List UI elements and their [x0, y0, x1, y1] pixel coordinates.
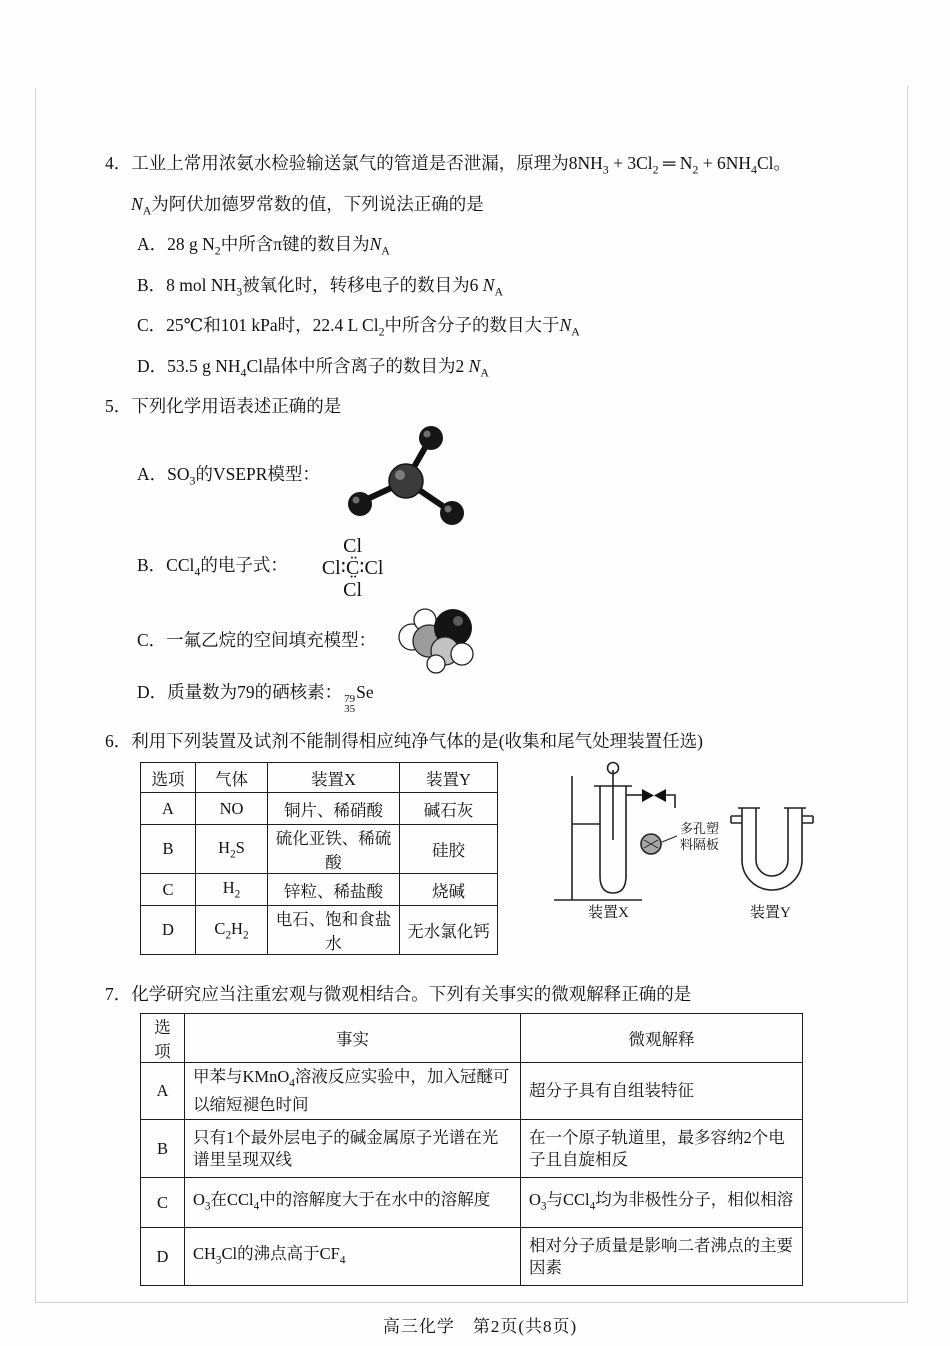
q7-row-c [141, 1178, 803, 1228]
apparatus-y-label: 装置Y [750, 905, 791, 920]
q6-d-option: D [141, 906, 196, 955]
q6-c-x: 锌粒、稀盐酸 [268, 874, 400, 906]
ccl4-electron-dot-structure [322, 535, 384, 601]
q6-b-x: 硫化亚铁、稀硫酸 [268, 825, 400, 874]
q7-b-fact: 只有1个最外层电子的碱金属原子光谱在光谱里呈现双线 [185, 1120, 521, 1178]
q6-d-x: 电石、饱和食盐水 [268, 906, 400, 955]
q7-c-fact: $O_3$在CCl$_4$中的溶解度大于在水中的溶解度 [185, 1178, 521, 1228]
q6-a-gas: NO [196, 793, 268, 825]
so3-vsepr-ball-stick-model-image [348, 425, 470, 529]
q4-stem-line-2: $N_A$为阿伏加德罗常数的值，下列说法正确的是 [131, 193, 484, 217]
q5-option-d: D．质量数为79的硒核素： 79 35 Se [137, 682, 374, 715]
q6-c-gas: $H_2$ [196, 874, 268, 906]
q7-a-fact: 甲苯与KMnO$_4$溶液反应实验中，加入冠醚可以缩短褪色时间 [185, 1063, 521, 1120]
lewis-bottom-cl: Cl [343, 579, 363, 601]
q6-row-c [141, 874, 498, 906]
q7-a-explain: 超分子具有自组装特征 [521, 1063, 803, 1120]
scan-edge-left [35, 88, 36, 1302]
q6-a-y: 碱石灰 [400, 793, 498, 825]
q6-header-option: 选项 [141, 763, 196, 793]
q5-option-b-label: B．CCl$_4$的电子式： [137, 554, 288, 579]
question-7 [105, 977, 855, 1286]
q6-b-gas: $H_2S$ [196, 825, 268, 874]
question-4 [105, 146, 855, 389]
q7-stem: 7．化学研究应当注重宏观与微观相结合。下列有关事实的微观解释正确的是 [105, 984, 692, 1004]
q6-c-option: C [141, 874, 196, 906]
q6-b-y: 硅胶 [400, 825, 498, 874]
q6-d-y: 无水氯化钙 [400, 906, 498, 955]
porous-plate-label-line-1: 多孔塑 [680, 821, 720, 836]
q7-row-b [141, 1120, 803, 1178]
fluoroethane-space-filling-model-image [392, 606, 478, 674]
q7-d-option: D [141, 1228, 185, 1286]
q5-option-b [137, 531, 855, 605]
q7-b-option: B [141, 1120, 185, 1178]
q5-stem: 5．下列化学用语表述正确的是 [105, 396, 342, 416]
q5-option-a-label: A．$SO_3$的VSEPR模型： [137, 463, 320, 488]
q7-header-fact: 事实 [185, 1014, 521, 1063]
apparatus-x-image [554, 763, 677, 901]
q7-c-explain: $O_3$与CCl$_4$均为非极性分子，相似相溶 [521, 1178, 803, 1228]
q7-header-row [141, 1014, 803, 1063]
q6-row-d [141, 906, 498, 955]
q6-header-row [141, 763, 498, 793]
q6-c-y: 烧碱 [400, 874, 498, 906]
q7-row-a [141, 1063, 803, 1120]
q7-c-option: C [141, 1178, 185, 1228]
lewis-top-cl: Cl [343, 535, 363, 557]
q7-a-option: A [141, 1063, 185, 1120]
q6-stem: 6．利用下列装置及试剂不能制得相应纯净气体的是(收集和尾气处理装置任选) [105, 731, 703, 751]
q7-b-explain: 在一个原子轨道里，最多容纳2个电子且自旋相反 [521, 1120, 803, 1178]
q7-header-explain: 微观解释 [521, 1014, 803, 1063]
q5-option-a [137, 423, 855, 531]
q7-d-explain: 相对分子质量是影响二者沸点的主要因素 [521, 1228, 803, 1286]
q6-header-apparatus-y: 装置Y [400, 763, 498, 793]
q6-header-gas: 气体 [196, 763, 268, 793]
question-5 [105, 389, 855, 714]
scan-edge-right [907, 86, 908, 1302]
q6-reagent-table [140, 762, 498, 955]
q4-option-d: D．53.5 g $NH_4Cl$晶体中所含离子的数目为2 $N_A$ [137, 355, 489, 379]
q7-d-fact: $CH_3Cl$的沸点高于$CF_4$ [185, 1228, 521, 1286]
porous-plate-label-line-2: 料隔板 [680, 837, 720, 852]
question-6 [105, 724, 855, 955]
q6-a-x: 铜片、稀硝酸 [268, 793, 400, 825]
q6-d-gas: $C_2H_2$ [196, 906, 268, 955]
q7-explanation-table [140, 1013, 803, 1286]
q4-option-b: B．8 mol $NH_3$被氧化时，转移电子的数目为6 $N_A$ [137, 274, 504, 298]
q4-option-c: C．25℃和101 kPa时，22.4 L $Cl_2$中所含分子的数目大于$N_A$ [137, 315, 580, 339]
page-content [105, 0, 855, 1337]
q6-body [105, 762, 855, 955]
q6-row-b [141, 825, 498, 874]
q7-row-d [141, 1228, 803, 1286]
apparatus-y-image [731, 808, 813, 890]
q7-header-option: 选项 [141, 1014, 185, 1063]
q4-stem-line-1: 4．工业上常用浓氨水检验输送氯气的管道是否泄漏，原理为$8NH_3 + 3Cl_2$ ═ $N_2 + 6NH_4Cl$。 [105, 153, 791, 177]
apparatus-x-label: 装置X [588, 905, 629, 920]
q5-option-c [137, 605, 855, 675]
q6-a-option: A [141, 793, 196, 825]
lewis-middle-row: Cl∶C̤̈∶Cl [321, 557, 384, 579]
q4-option-a: A．28 g $N_2$中所含π键的数目为$N_A$ [137, 234, 390, 258]
page-footer: 高三化学 第2页(共8页) [382, 1317, 578, 1337]
gas-apparatus-diagram [550, 760, 818, 920]
q6-b-option: B [141, 825, 196, 874]
q6-header-apparatus-x: 装置X [268, 763, 400, 793]
q6-row-a [141, 793, 498, 825]
q5-option-c-label: C．一氟乙烷的空间填充模型： [137, 630, 377, 650]
